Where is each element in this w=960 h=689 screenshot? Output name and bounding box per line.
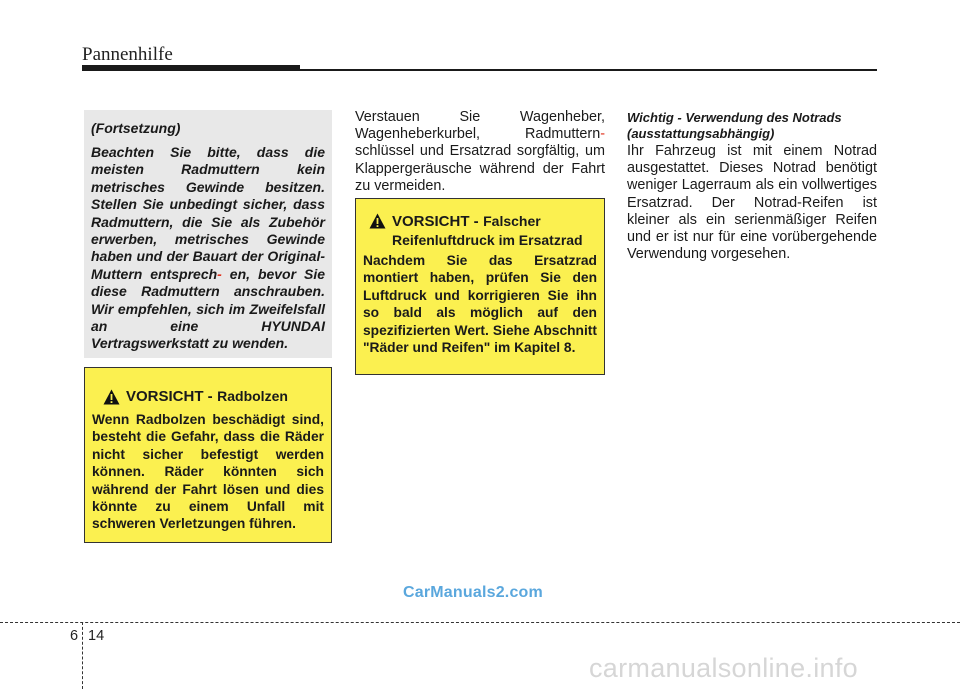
- stow-text-a: Verstauen Sie Wagenheber, Wagenheberkurbel, Radmuttern: [355, 109, 605, 143]
- stow-paragraph: [355, 109, 605, 195]
- note-text-main: Beachten Sie bitte, dass die meisten Radmuttern kein metrisches Gewinde besitzen. Stellen Sie unbedingt sicher, dass Radmuttern, die Sie als Zubehör erwerben, metrisches Gewinde haben und der Bauart der Original-Muttern entsprech: [91, 144, 325, 282]
- caution-radbolzen-word: VORSICHT -: [126, 388, 213, 405]
- footer-divider: [82, 622, 83, 689]
- caution-reifenluftdruck-body: Nachdem Sie das Ersatzrad montiert haben, prüfen Sie den Luftdruck und korrigieren Sie ihn so bald als möglich auf den spezifizierten Wert. Siehe Abschnitt "Räder und Reifen" im Kapitel 8.: [363, 253, 597, 356]
- caution-radbolzen-title: Radbolzen: [217, 388, 288, 404]
- note-heading: (Fortsetzung): [91, 120, 181, 136]
- header-rule-thin: [300, 69, 877, 71]
- section-title: Pannenhilfe: [82, 44, 173, 65]
- caution-reifenluftdruck: [355, 198, 605, 375]
- caution-reifenluftdruck-word: VORSICHT -: [392, 213, 479, 230]
- note-text-rest: en, bevor Sie diese Radmuttern anschrauben. Wir empfehlen, sich im Zweifelsfall an eine HYUNDAI Vertragswerkstatt zu wenden.: [91, 265, 326, 352]
- stow-text-b: schlüssel und Ersatzrad sorgfältig, um Klappergeräusche während der Fahrt zu vermeiden.: [355, 143, 605, 194]
- spare-wheel-body: Ihr Fahrzeug ist mit einem Notrad ausgestattet. Dieses Notrad benötigt weniger Lagerraum als ein vollwertiges Ersatzrad. Der Notrad-Reifen ist kleiner als ein serienmäßiger Reifen und er ist nur für eine vorübergehende Verwendung vorgesehen.: [627, 143, 877, 263]
- note-text: [91, 144, 325, 353]
- footer-rule: [0, 622, 960, 623]
- page-number: 14: [88, 628, 105, 644]
- caution-reifenluftdruck-title-a: Falscher: [483, 213, 541, 229]
- caution-reifenluftdruck-header: [363, 212, 597, 250]
- caution-radbolzen-header: [92, 388, 324, 406]
- note-hyphen: -: [217, 265, 222, 282]
- site-watermark[interactable]: carmanualsonline.info: [589, 653, 858, 683]
- spare-wheel-heading: Wichtig - Verwendung des Notrads (ausstattungsabhängig): [627, 110, 842, 141]
- warning-icon: [103, 389, 120, 405]
- watermark-link[interactable]: CarManuals2.com: [403, 584, 543, 601]
- warning-icon: [369, 213, 386, 229]
- header-rule-thick: [82, 65, 300, 71]
- caution-radbolzen-body: Wenn Radbolzen beschädigt sind, besteht die Gefahr, dass die Räder nicht sicher befestigt werden können. Räder könnten sich während der Fahrt lösen und dies könnte zu einem Unfall mit schweren Verletzungen führen.: [92, 412, 324, 532]
- chapter-number: 6: [70, 628, 79, 644]
- caution-radbolzen: [84, 367, 332, 543]
- stow-hyphen: -: [600, 126, 605, 143]
- caution-reifenluftdruck-title-b: Reifenluftdruck im Ersatzrad: [392, 232, 583, 248]
- note-box: [84, 110, 332, 358]
